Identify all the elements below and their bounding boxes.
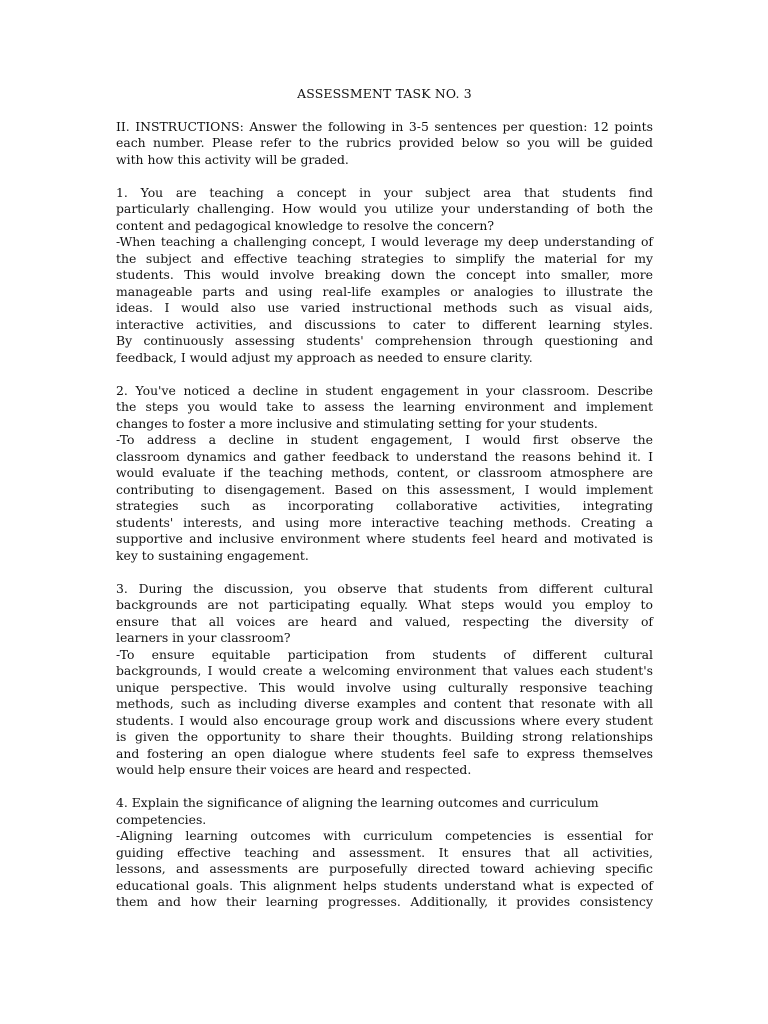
text-line: ideas. I would also use varied instructional methods such as visual aids, bbox=[116, 300, 653, 315]
text-line: -To ensure equitable participation from students of different cultural bbox=[116, 646, 653, 662]
question-block-1 bbox=[116, 185, 653, 367]
text-line: students. I would also encourage group work and discussions where every student bbox=[116, 712, 653, 728]
text-line: would evaluate if the teaching methods, content, or classroom atmosphere are bbox=[116, 465, 653, 480]
text-line: 3. During the discussion, you observe that students from different cultural bbox=[116, 580, 653, 596]
text-line: 4. Explain the significance of aligning the learning outcomes and curriculum bbox=[116, 795, 599, 810]
text-line: methods, such as including diverse examples and content that resonate with all bbox=[116, 696, 653, 711]
text-line: By continuously assessing students' comprehension through questioning and bbox=[116, 333, 653, 348]
text-line: guiding effective teaching and assessment. It ensures that all activities, bbox=[116, 844, 653, 860]
text-line: educational goals. This alignment helps students understand what is expected of bbox=[116, 877, 653, 893]
instruction-line: II. INSTRUCTIONS: Answer the following in 3-5 sentences per question: 12 points bbox=[116, 118, 653, 134]
document-page bbox=[116, 86, 653, 927]
document-title: ASSESSMENT TASK NO. 3 bbox=[297, 86, 472, 101]
text-line: is given the opportunity to share their thoughts. Building strong relationships bbox=[116, 729, 653, 744]
instruction-line: with how this activity will be graded. bbox=[116, 151, 349, 167]
question-block-2 bbox=[116, 383, 653, 565]
questions-list bbox=[116, 185, 653, 911]
text-line: feedback, I would adjust my approach as needed to ensure clarity. bbox=[116, 349, 533, 365]
text-line: key to sustaining engagement. bbox=[116, 547, 309, 563]
text-line: students' interests, and using more interactive teaching methods. Creating a bbox=[116, 514, 653, 530]
text-line: supportive and inclusive environment where students feel heard and motivated is bbox=[116, 531, 653, 546]
text-line: changes to foster a more inclusive and stimulating setting for your students. bbox=[116, 415, 598, 431]
instructions-paragraph bbox=[116, 119, 653, 169]
text-line: interactive activities, and discussions to cater to different learning styles. bbox=[116, 316, 653, 332]
text-line: and fostering an open dialogue where students feel safe to express themselves bbox=[116, 745, 653, 761]
text-line: 2. You've noticed a decline in student engagement in your classroom. Describe bbox=[116, 382, 653, 398]
text-line: backgrounds are not participating equally. What steps would you employ to bbox=[116, 597, 653, 612]
text-line: students. This would involve breaking down the concept into smaller, more bbox=[116, 267, 653, 282]
question-block-3 bbox=[116, 581, 653, 779]
text-line: them and how their learning progresses. Additionally, it provides consistency bbox=[116, 894, 653, 909]
text-line: particularly challenging. How would you utilize your understanding of both the bbox=[116, 201, 653, 216]
text-line: the steps you would take to assess the learning environment and implement bbox=[116, 399, 653, 414]
text-line: content and pedagogical knowledge to resolve the concern? bbox=[116, 217, 495, 233]
text-line: competencies. bbox=[116, 811, 207, 827]
text-line: learners in your classroom? bbox=[116, 630, 291, 645]
question-block-4 bbox=[116, 795, 653, 911]
text-line: classroom dynamics and gather feedback to understand the reasons behind it. I bbox=[116, 448, 653, 464]
text-line: the subject and effective teaching strategies to simplify the material for my bbox=[116, 250, 653, 266]
text-line: lessons, and assessments are purposefully directed toward achieving specific bbox=[116, 861, 653, 876]
text-line: -Aligning learning outcomes with curriculum competencies is essential for bbox=[116, 828, 653, 843]
text-line: ensure that all voices are heard and valued, respecting the diversity of bbox=[116, 613, 653, 629]
text-line: strategies such as incorporating collaborative activities, integrating bbox=[116, 498, 653, 513]
text-line: backgrounds, I would create a welcoming environment that values each student's bbox=[116, 663, 653, 678]
text-line: unique perspective. This would involve using culturally responsive teaching bbox=[116, 679, 653, 695]
text-line: would help ensure their voices are heard and respected. bbox=[116, 762, 472, 777]
text-line: -When teaching a challenging concept, I would leverage my deep understanding of bbox=[116, 234, 653, 249]
text-line: contributing to disengagement. Based on this assessment, I would implement bbox=[116, 481, 653, 497]
text-line: 1. You are teaching a concept in your subject area that students find bbox=[116, 184, 653, 200]
text-line: manageable parts and using real-life examples or analogies to illustrate the bbox=[116, 283, 653, 299]
instruction-line: each number. Please refer to the rubrics provided below so you will be guided bbox=[116, 135, 653, 150]
text-line: -To address a decline in student engagement, I would first observe the bbox=[116, 432, 653, 447]
